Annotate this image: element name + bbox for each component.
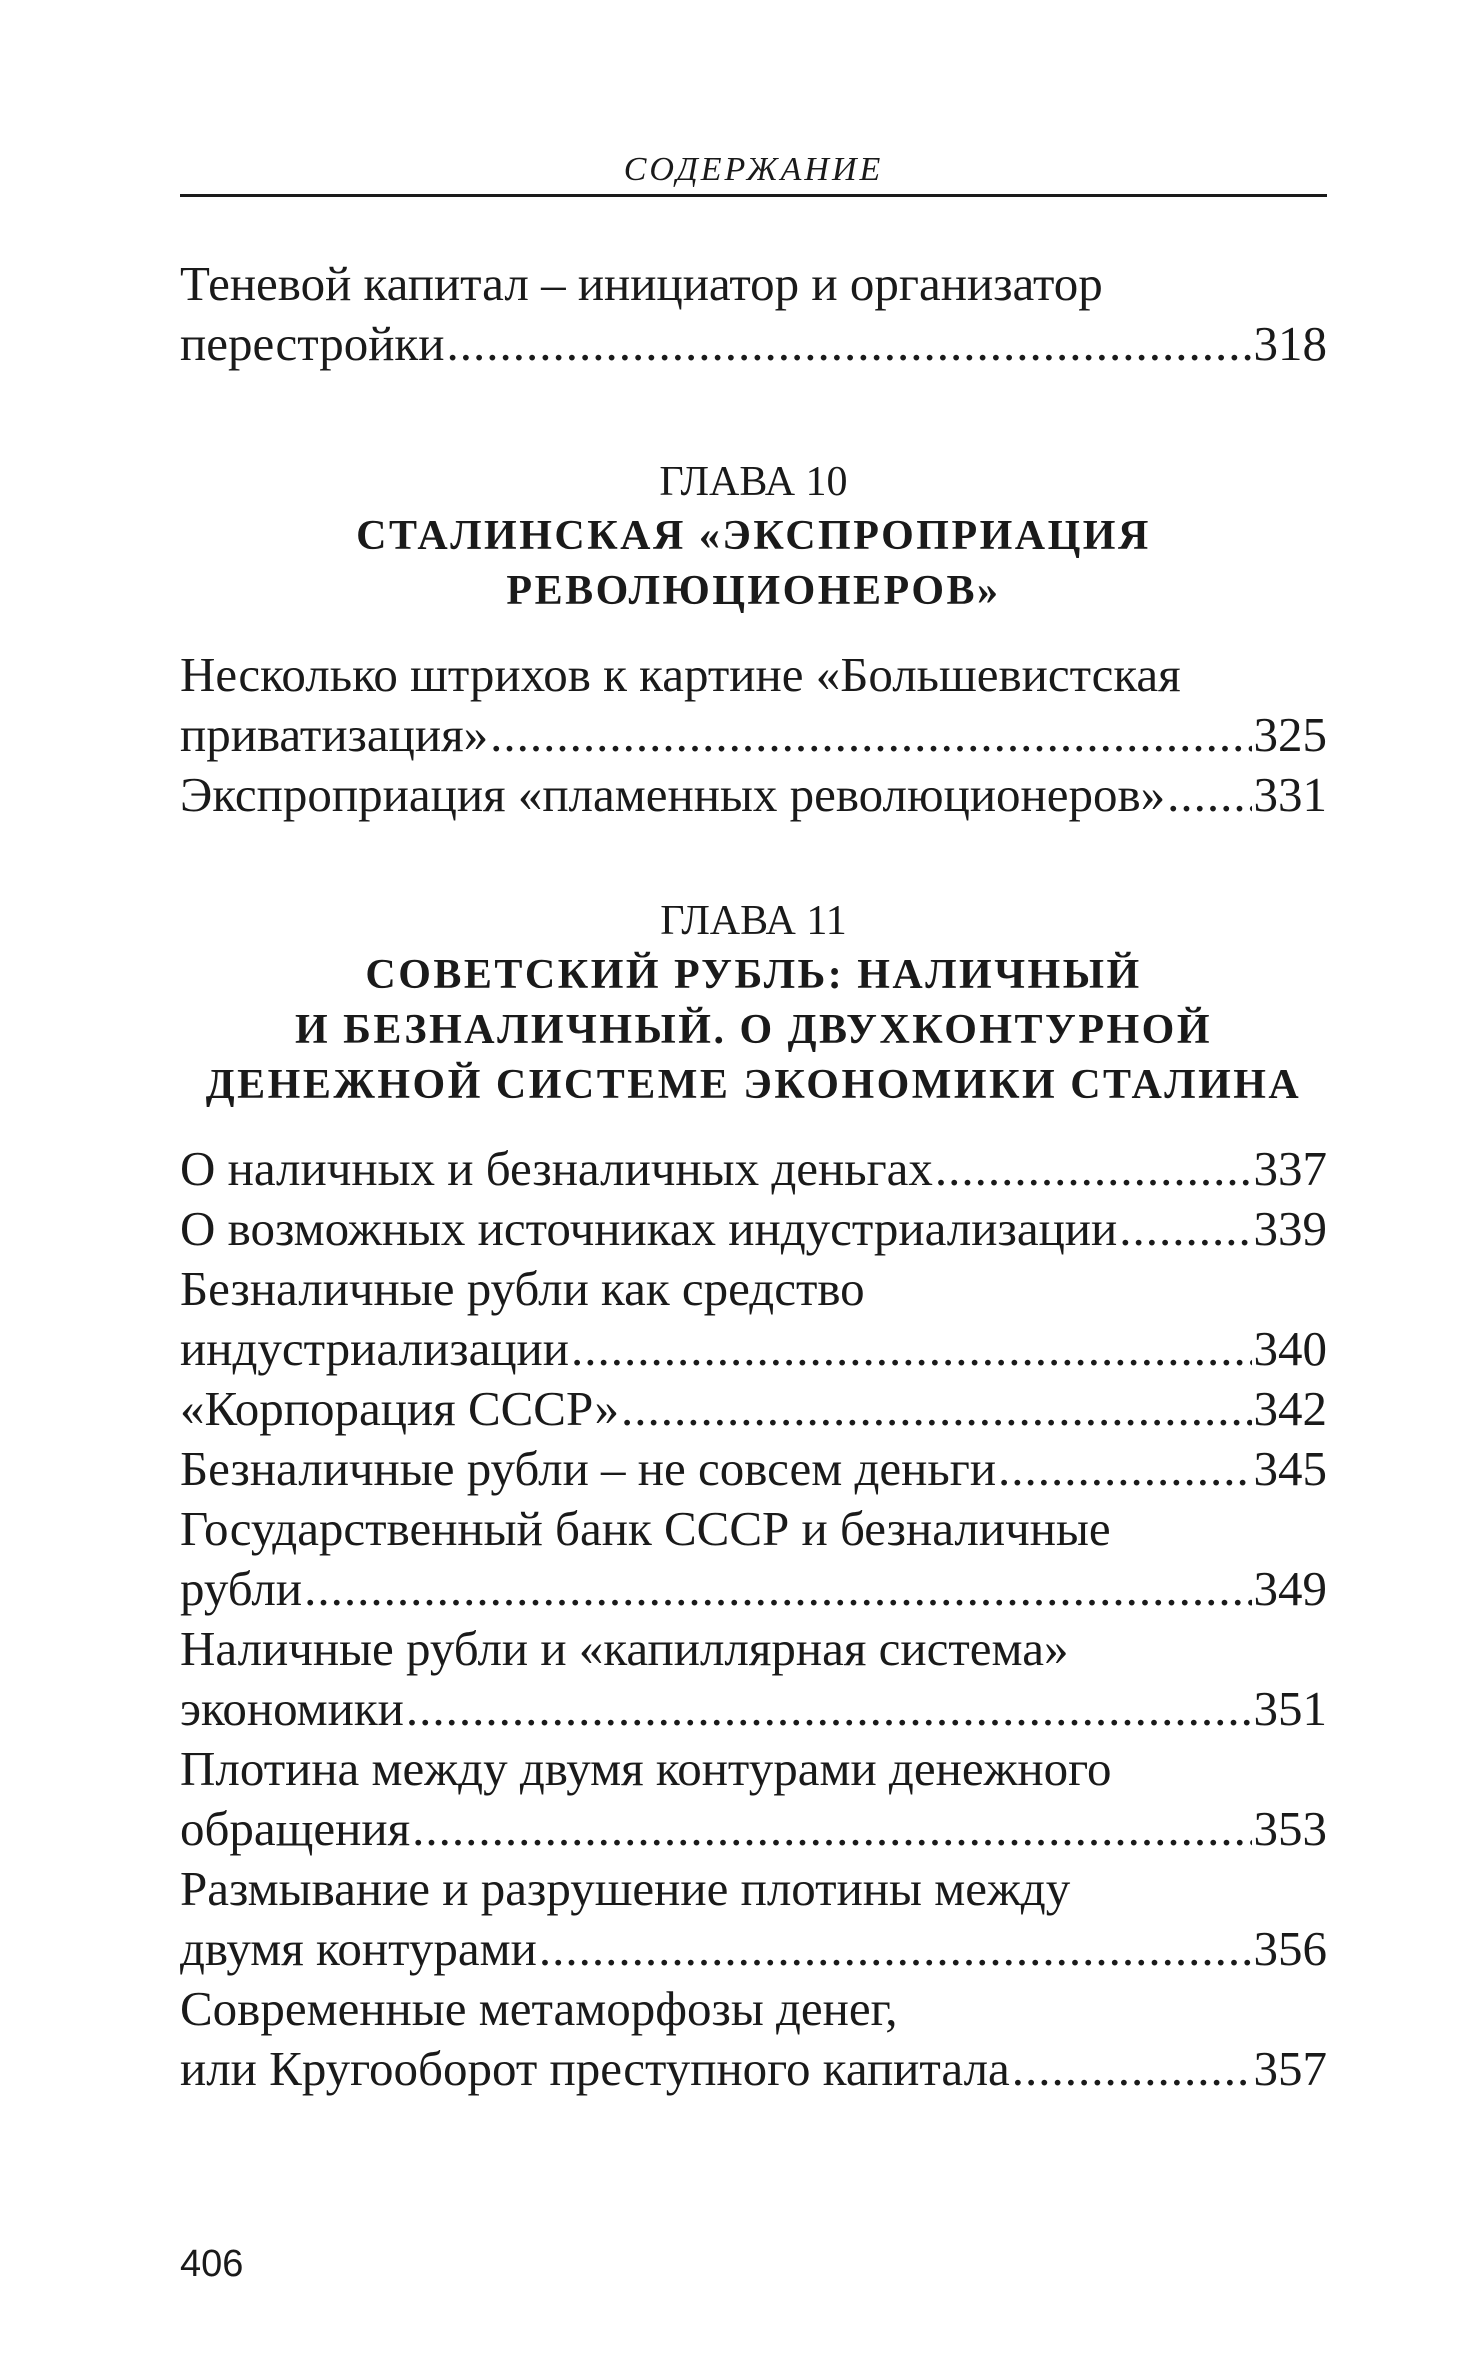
dot-leader bbox=[571, 1319, 1252, 1379]
toc-entry-title: О возможных источниках индустриализации bbox=[180, 1201, 1118, 1256]
chapter-title: И БЕЗНАЛИЧНЫЙ. О ДВУХКОНТУРНОЙ bbox=[294, 1007, 1213, 1053]
chapter-number: ГЛАВА 10 bbox=[659, 459, 848, 505]
toc-entry[interactable] bbox=[180, 765, 1327, 825]
toc-entry-text: Наличные рубли и «капиллярная система» bbox=[180, 1621, 1069, 1676]
toc-entry[interactable] bbox=[180, 1199, 1327, 1259]
toc-entry[interactable] bbox=[180, 705, 1327, 765]
toc-entry[interactable] bbox=[180, 314, 1327, 374]
toc-entry[interactable] bbox=[180, 1319, 1327, 1379]
toc-page-number: 356 bbox=[1253, 1921, 1327, 1976]
toc-entry-text: Размывание и разрушение плотины между bbox=[180, 1861, 1071, 1916]
chapter-title: СОВЕТСКИЙ РУБЛЬ: НАЛИЧНЫЙ bbox=[365, 952, 1142, 998]
toc-entry[interactable] bbox=[180, 2039, 1327, 2099]
toc-entry-title: обращения bbox=[180, 1801, 411, 1856]
page-number: 406 bbox=[180, 2243, 244, 2285]
toc-entry-title: «Корпорация СССР» bbox=[180, 1381, 619, 1436]
toc-entry[interactable] bbox=[180, 1559, 1327, 1619]
dot-leader bbox=[998, 1439, 1251, 1499]
toc-entry[interactable] bbox=[180, 1439, 1327, 1499]
chapter-title: СТАЛИНСКАЯ «ЭКСПРОПРИАЦИЯ bbox=[356, 513, 1151, 559]
toc-entry-title: или Кругооборот преступного капитала bbox=[180, 2041, 1010, 2096]
toc-entry-text: Теневой капитал – инициатор и организатор bbox=[180, 256, 1103, 311]
toc-page-number: 318 bbox=[1253, 316, 1327, 371]
toc-entry[interactable] bbox=[180, 1679, 1327, 1739]
toc-entry-title: Экспроприация «пламенных революционеров» bbox=[180, 767, 1166, 822]
toc-page-number: 351 bbox=[1253, 1681, 1327, 1736]
toc-entry-title: перестройки bbox=[180, 316, 445, 371]
dot-leader bbox=[1012, 2039, 1252, 2099]
toc-entry-title: приватизация» bbox=[180, 707, 489, 762]
toc-entry-text: Несколько штрихов к картине «Большевистская bbox=[180, 647, 1181, 702]
chapter-number: ГЛАВА 11 bbox=[660, 898, 847, 944]
toc-page-number: 331 bbox=[1253, 767, 1327, 822]
toc-page-number: 353 bbox=[1253, 1801, 1327, 1856]
dot-leader bbox=[412, 1799, 1251, 1859]
toc-entry[interactable] bbox=[180, 1919, 1327, 1979]
running-header: СОДЕРЖАНИЕ bbox=[623, 151, 884, 188]
dot-leader bbox=[621, 1379, 1252, 1439]
toc-page-number: 349 bbox=[1253, 1561, 1327, 1616]
toc-page-number: 342 bbox=[1253, 1381, 1327, 1436]
toc-entry[interactable] bbox=[180, 1799, 1327, 1859]
dot-leader bbox=[539, 1919, 1252, 1979]
toc-entry-title: двумя контурами bbox=[180, 1921, 537, 1976]
toc-entry-title: индустриализации bbox=[180, 1321, 569, 1376]
dot-leader bbox=[304, 1559, 1251, 1619]
toc-entry-title: Безналичные рубли – не совсем деньги bbox=[180, 1441, 997, 1496]
toc-page-number: 357 bbox=[1253, 2041, 1327, 2096]
dot-leader bbox=[406, 1679, 1252, 1739]
toc-entry[interactable] bbox=[180, 1139, 1327, 1199]
toc-page-number: 325 bbox=[1253, 707, 1327, 762]
toc-entry-title: О наличных и безналичных деньгах bbox=[180, 1141, 933, 1196]
chapter-title: ДЕНЕЖНОЙ СИСТЕМЕ ЭКОНОМИКИ СТАЛИНА bbox=[205, 1062, 1302, 1108]
toc-entry-text: Безналичные рубли как средство bbox=[180, 1261, 865, 1316]
dot-leader bbox=[446, 314, 1251, 374]
header-rule bbox=[180, 194, 1327, 197]
toc-entry-title: экономики bbox=[180, 1681, 404, 1736]
toc-entry-text: Современные метаморфозы денег, bbox=[180, 1981, 898, 2036]
dot-leader bbox=[490, 705, 1251, 765]
toc-page-number: 345 bbox=[1253, 1441, 1327, 1496]
toc-entry-text: Государственный банк СССР и безналичные bbox=[180, 1501, 1111, 1556]
toc-page-number: 337 bbox=[1253, 1141, 1327, 1196]
dot-leader bbox=[935, 1139, 1252, 1199]
toc-entry-text: Плотина между двумя контурами денежного bbox=[180, 1741, 1112, 1796]
dot-leader bbox=[1119, 1199, 1251, 1259]
toc-entry-title: рубли bbox=[180, 1561, 303, 1616]
toc-page-number: 339 bbox=[1253, 1201, 1327, 1256]
toc-entry[interactable] bbox=[180, 1379, 1327, 1439]
chapter-title: РЕВОЛЮЦИОНЕРОВ» bbox=[506, 568, 1001, 614]
dot-leader bbox=[1167, 765, 1251, 825]
toc-page-number: 340 bbox=[1253, 1321, 1327, 1376]
